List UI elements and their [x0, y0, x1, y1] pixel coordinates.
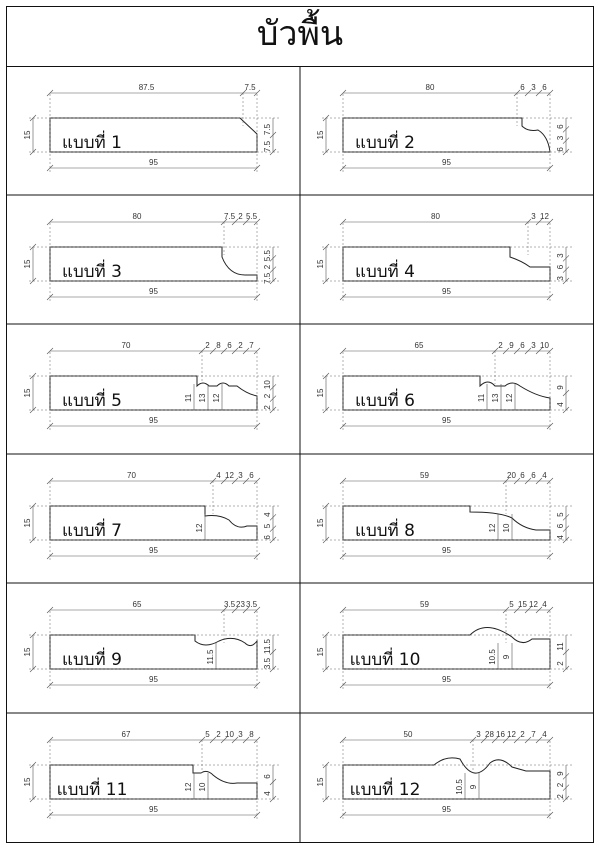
profile-label: แบบที่ 3 [62, 262, 122, 282]
top-dimension-text: 7.5 [223, 212, 236, 221]
width-dimension-text: 95 [149, 546, 158, 555]
inner-dimension-text: 10.5 [455, 779, 464, 795]
top-dimension-text: 67 [121, 730, 131, 739]
width-dimension-text: 95 [442, 287, 451, 296]
inner-dimension-text: 12 [505, 393, 514, 403]
right-dimension-text: 4 [556, 535, 565, 540]
top-dimension-text: 3 [531, 341, 536, 350]
inner-dimension-text: 13 [198, 393, 207, 403]
inner-dimension-text: 12 [212, 393, 221, 403]
right-dimension-text: 11.5 [263, 639, 272, 654]
height-dimension-text: 15 [23, 259, 32, 269]
right-dimension-text: 3.5 [263, 657, 272, 670]
right-dimension-text: 5.5 [263, 250, 272, 262]
profile-drawing [7, 66, 300, 196]
profile-label: แบบที่ 11 [56, 780, 128, 800]
top-dimension-text: 8 [216, 341, 221, 350]
profile-12 [300, 713, 593, 843]
top-dimension-text: 65 [132, 600, 142, 609]
profile-drawing [7, 583, 300, 713]
width-dimension-text: 95 [442, 416, 451, 425]
top-dimension-text: 2 [205, 341, 210, 350]
profile-drawing [7, 324, 300, 454]
top-dimension-text: 4 [542, 730, 547, 739]
top-dimension-text: 5 [205, 730, 210, 739]
inner-dimension-text: 11 [184, 393, 193, 403]
right-dimension-text: 9 [556, 771, 565, 776]
width-dimension-text: 95 [149, 158, 158, 167]
width-dimension-text: 95 [149, 416, 158, 425]
top-dimension-text: 80 [431, 212, 440, 221]
top-dimension-text: 87.5 [138, 83, 155, 92]
profile-drawing [7, 454, 300, 584]
profile-3 [7, 195, 300, 325]
width-dimension-text: 95 [442, 675, 451, 684]
profile-drawing [7, 195, 300, 325]
top-dimension-text: 3 [238, 730, 243, 739]
profile-label: แบบที่ 10 [349, 650, 421, 670]
right-dimension-text: 6 [556, 523, 565, 529]
inner-dimension-text: 10 [502, 523, 511, 533]
top-dimension-text: 5 [509, 600, 514, 609]
profile-drawing [300, 195, 593, 325]
top-dimension-text: 6 [249, 471, 254, 480]
right-dimension-text: 4 [263, 791, 272, 796]
top-dimension-text: 10 [225, 730, 234, 739]
top-dimension-text: 15 [518, 600, 527, 609]
height-dimension-text: 15 [23, 130, 32, 140]
height-dimension-text: 15 [316, 647, 325, 657]
profile-drawing [300, 713, 593, 843]
top-dimension-text: 7.5 [244, 83, 256, 92]
top-dimension-text: 59 [420, 471, 429, 480]
top-dimension-text: 59 [420, 600, 429, 609]
right-dimension-text: 6 [556, 124, 565, 129]
profile-label: แบบที่ 9 [62, 650, 122, 670]
top-dimension-text: 65 [414, 341, 424, 350]
top-dimension-text: 7 [249, 341, 254, 350]
right-dimension-text: 7.5 [263, 123, 272, 136]
width-dimension-text: 95 [149, 675, 158, 684]
right-dimension-text: 6 [556, 264, 565, 270]
profile-drawing [300, 66, 593, 196]
top-dimension-text: 5.5 [245, 212, 258, 221]
top-dimension-text: 6 [542, 83, 547, 92]
profile-4 [300, 195, 593, 325]
right-dimension-text: 9 [556, 385, 565, 390]
top-dimension-text: 20 [507, 471, 516, 480]
right-dimension-text: 4 [263, 512, 272, 517]
right-dimension-text: 3 [556, 253, 565, 258]
inner-dimension-text: 10 [198, 782, 207, 792]
right-dimension-text: 7.5 [263, 140, 272, 153]
top-dimension-text: 8 [249, 730, 254, 739]
profile-drawing [300, 583, 593, 713]
profile-11 [7, 713, 300, 843]
top-dimension-text: 3.5 [245, 600, 258, 609]
right-dimension-text: 7.5 [263, 272, 272, 284]
inner-dimension-text: 12 [184, 782, 193, 792]
profile-6 [300, 324, 593, 454]
profile-label: แบบที่ 7 [62, 521, 122, 541]
top-dimension-text: 10 [540, 341, 549, 350]
top-dimension-text: 3 [238, 471, 243, 480]
top-dimension-text: 23 [236, 600, 245, 609]
profile-label: แบบที่ 8 [355, 521, 415, 541]
inner-dimension-text: 12 [488, 523, 497, 533]
top-dimension-text: 2 [238, 341, 243, 350]
top-dimension-text: 70 [127, 471, 136, 480]
profile-label: แบบที่ 4 [355, 262, 415, 282]
profile-8 [300, 454, 593, 584]
right-dimension-text: 3 [556, 135, 565, 141]
right-dimension-text: 2 [263, 264, 272, 270]
right-dimension-text: 2 [263, 405, 272, 410]
inner-dimension-text: 13 [491, 393, 500, 403]
width-dimension-text: 95 [149, 805, 158, 814]
top-dimension-text: 2 [216, 730, 221, 739]
profile-10 [300, 583, 593, 713]
top-dimension-text: 16 [496, 730, 505, 739]
height-dimension-text: 15 [316, 777, 325, 787]
top-dimension-text: 12 [529, 600, 538, 609]
profile-2 [300, 66, 593, 196]
top-dimension-text: 12 [507, 730, 516, 739]
inner-dimension-text: 11 [477, 393, 486, 403]
height-dimension-text: 15 [316, 388, 325, 398]
right-dimension-text: 5 [556, 512, 565, 517]
top-dimension-text: 4 [216, 471, 221, 480]
top-dimension-text: 80 [132, 212, 142, 221]
top-dimension-text: 4 [542, 471, 547, 480]
profile-label: แบบที่ 2 [355, 133, 415, 153]
profile-drawing [300, 324, 593, 454]
right-dimension-text: 2 [263, 393, 272, 399]
top-dimension-text: 2 [498, 341, 503, 350]
top-dimension-text: 4 [542, 600, 547, 609]
height-dimension-text: 15 [23, 518, 32, 528]
right-dimension-text: 3 [556, 276, 565, 281]
top-dimension-text: 3 [531, 212, 536, 221]
height-dimension-text: 15 [316, 130, 325, 140]
top-dimension-text: 80 [425, 83, 435, 92]
top-dimension-text: 3 [531, 83, 536, 92]
right-dimension-text: 6 [263, 535, 272, 540]
profile-drawing [7, 713, 300, 843]
right-dimension-text: 2 [556, 794, 565, 799]
profile-label: แบบที่ 5 [62, 391, 122, 411]
profile-label: แบบที่ 6 [355, 391, 415, 411]
inner-dimension-text: 12 [195, 523, 204, 533]
inner-dimension-text: 9 [469, 784, 478, 790]
profile-1 [7, 66, 300, 196]
inner-dimension-text: 11.5 [206, 649, 215, 665]
width-dimension-text: 95 [442, 158, 451, 167]
right-dimension-text: 10 [263, 380, 272, 390]
top-dimension-text: 6 [227, 341, 232, 350]
top-dimension-text: 12 [540, 212, 549, 221]
page-title: บัวพื้น [256, 14, 344, 54]
right-dimension-text: 6 [556, 147, 565, 152]
profile-7 [7, 454, 300, 584]
width-dimension-text: 95 [442, 805, 451, 814]
inner-dimension-text: 10.5 [488, 649, 497, 665]
width-dimension-text: 95 [149, 287, 158, 296]
right-dimension-text: 2 [556, 661, 565, 666]
height-dimension-text: 15 [316, 518, 325, 528]
top-dimension-text: 6 [520, 83, 525, 92]
height-dimension-text: 15 [316, 259, 325, 269]
profile-5 [7, 324, 300, 454]
top-dimension-text: 2 [520, 730, 525, 739]
top-dimension-text: 9 [509, 341, 514, 350]
profile-label: แบบที่ 1 [62, 133, 122, 153]
top-dimension-text: 3.5 [223, 600, 236, 609]
right-dimension-text: 5 [263, 523, 272, 529]
top-dimension-text: 50 [403, 730, 413, 739]
right-dimension-text: 2 [556, 782, 565, 788]
right-dimension-text: 6 [263, 774, 272, 779]
top-dimension-text: 6 [520, 471, 525, 480]
top-dimension-text: 3 [476, 730, 481, 739]
top-dimension-text: 2 [238, 212, 243, 221]
profile-label: แบบที่ 12 [349, 780, 421, 800]
profile-drawing [300, 454, 593, 584]
height-dimension-text: 15 [23, 777, 32, 787]
top-dimension-text: 6 [520, 341, 525, 350]
inner-dimension-text: 9 [502, 654, 511, 660]
height-dimension-text: 15 [23, 388, 32, 398]
right-dimension-text: 11 [556, 642, 565, 651]
height-dimension-text: 15 [23, 647, 32, 657]
top-dimension-text: 28 [485, 730, 494, 739]
profile-9 [7, 583, 300, 713]
right-dimension-text: 4 [556, 402, 565, 407]
top-dimension-text: 70 [121, 341, 131, 350]
top-dimension-text: 6 [531, 471, 536, 480]
width-dimension-text: 95 [442, 546, 451, 555]
top-dimension-text: 7 [531, 730, 536, 739]
top-dimension-text: 12 [225, 471, 234, 480]
